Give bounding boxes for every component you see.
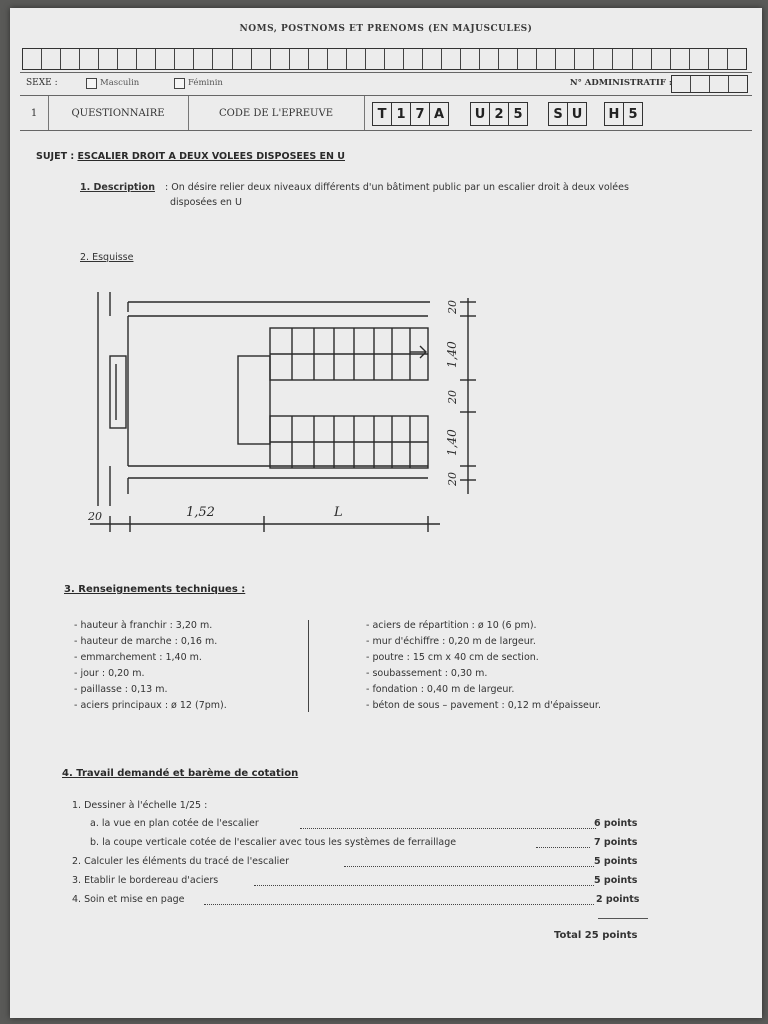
total-points: Total 25 points <box>554 930 638 941</box>
exam-code-label: CODE DE L'EPREUVE <box>188 96 365 130</box>
code-char: U <box>471 103 490 125</box>
task-label: b. la coupe verticale cotée de l'escalier avec tous les systèmes de ferraillage <box>90 837 457 848</box>
tech-item: - aciers principaux : ø 12 (7pm). <box>74 700 227 711</box>
tech-item: - aciers de répartition : ø 10 (6 pm). <box>366 620 537 631</box>
task-points: 5 points <box>594 856 638 867</box>
task-label: 3. Etablir le bordereau d'aciers <box>72 875 219 886</box>
exam-code-group-4 <box>604 102 643 126</box>
tech-item: - jour : 0,20 m. <box>74 668 145 679</box>
dim-right-1: 20 <box>446 300 459 314</box>
code-char: 1 <box>392 103 411 125</box>
tech-item: - hauteur à franchir : 3,20 m. <box>74 620 213 631</box>
dim-bottom-wall: 20 <box>88 510 102 523</box>
feminin-checkbox[interactable] <box>174 78 185 89</box>
code-char: 5 <box>628 106 638 122</box>
task-points: 6 points <box>594 818 638 829</box>
dim-right-4: 1,40 <box>445 429 459 456</box>
task-points: 5 points <box>594 875 638 886</box>
masculin-checkbox[interactable] <box>86 78 97 89</box>
task-row <box>90 818 650 833</box>
subject-title: ESCALIER DROIT A DEUX VOLEES DISPOSEES EN U <box>77 151 345 162</box>
description-heading: 1. Description <box>80 182 155 193</box>
tech-item: - fondation : 0,40 m de largeur. <box>366 684 515 695</box>
staircase-plan-sketch <box>70 284 490 534</box>
exam-sheet <box>10 8 762 1018</box>
task-label: 4. Soin et mise en page <box>72 894 185 905</box>
task-label: 2. Calculer les éléments du tracé de l'escalier <box>72 856 290 867</box>
task-row <box>72 856 652 871</box>
task-points: 7 points <box>594 837 638 848</box>
feminin-label: Féminin <box>188 78 223 88</box>
tech-item: - hauteur de marche : 0,16 m. <box>74 636 218 647</box>
code-char: S <box>549 103 568 125</box>
code-char: U <box>571 106 583 122</box>
tech-item: - mur d'échiffre : 0,20 m de largeur. <box>366 636 536 647</box>
questionnaire-label: QUESTIONNAIRE <box>48 96 189 130</box>
task-row <box>72 875 652 890</box>
task-points: 2 points <box>596 894 640 905</box>
task-row <box>90 837 650 852</box>
description-text-2: disposées en U <box>170 197 242 208</box>
exam-code-group-3 <box>548 102 587 126</box>
task-label: a. la vue en plan cotée de l'escalier <box>90 818 259 829</box>
code-char: 5 <box>513 106 523 122</box>
name-field-title: NOMS, POSTNOMS ET PRENOMS (EN MAJUSCULES) <box>239 24 533 34</box>
name-letter-boxes[interactable] <box>22 48 747 70</box>
tech-item: - paillasse : 0,13 m. <box>74 684 168 695</box>
exam-code-group-2 <box>470 102 528 126</box>
code-char: H <box>605 103 624 125</box>
dim-bottom-length: L <box>334 505 343 520</box>
code-char: 2 <box>490 103 509 125</box>
task-row <box>72 894 652 909</box>
tech-item: - soubassement : 0,30 m. <box>366 668 488 679</box>
sex-label: SEXE : <box>26 78 58 88</box>
tech-item: - béton de sous – pavement : 0,12 m d'épaisseur. <box>366 700 601 711</box>
dim-bottom-landing: 1,52 <box>186 505 215 520</box>
total-separator <box>598 918 648 919</box>
subject-label: SUJET : <box>36 151 75 162</box>
admin-number-boxes[interactable] <box>671 75 748 93</box>
questionnaire-row <box>20 96 752 131</box>
tech-item: - emmarchement : 1,40 m. <box>74 652 202 663</box>
task-label: 1. Dessiner à l'échelle 1/25 : <box>72 800 208 811</box>
question-number: 1 <box>20 96 49 130</box>
tech-divider <box>308 620 309 712</box>
dim-right-2: 1,40 <box>445 341 459 368</box>
code-char: T <box>373 103 392 125</box>
exam-code-group-1 <box>372 102 449 126</box>
tech-item: - poutre : 15 cm x 40 cm de section. <box>366 652 539 663</box>
masculin-label: Masculin <box>100 78 140 88</box>
tech-list-left <box>74 618 227 714</box>
description-text-1: : On désire relier deux niveaux différents d'un bâtiment public par un escalier droit à deux volées <box>165 182 629 193</box>
code-char: A <box>433 106 445 122</box>
sketch-heading: 2. Esquisse <box>80 252 134 263</box>
dim-right-3: 20 <box>446 390 459 404</box>
dim-right-5: 20 <box>446 472 459 486</box>
subject-line <box>36 151 345 162</box>
tech-list-right <box>366 618 601 714</box>
tech-heading: 3. Renseignements techniques : <box>64 584 246 595</box>
admin-number-label: N° ADMINISTRATIF : <box>569 78 672 88</box>
work-heading: 4. Travail demandé et barème de cotation <box>62 768 299 779</box>
task-row <box>72 800 207 815</box>
code-char: 7 <box>411 103 430 125</box>
sex-row <box>20 72 752 96</box>
